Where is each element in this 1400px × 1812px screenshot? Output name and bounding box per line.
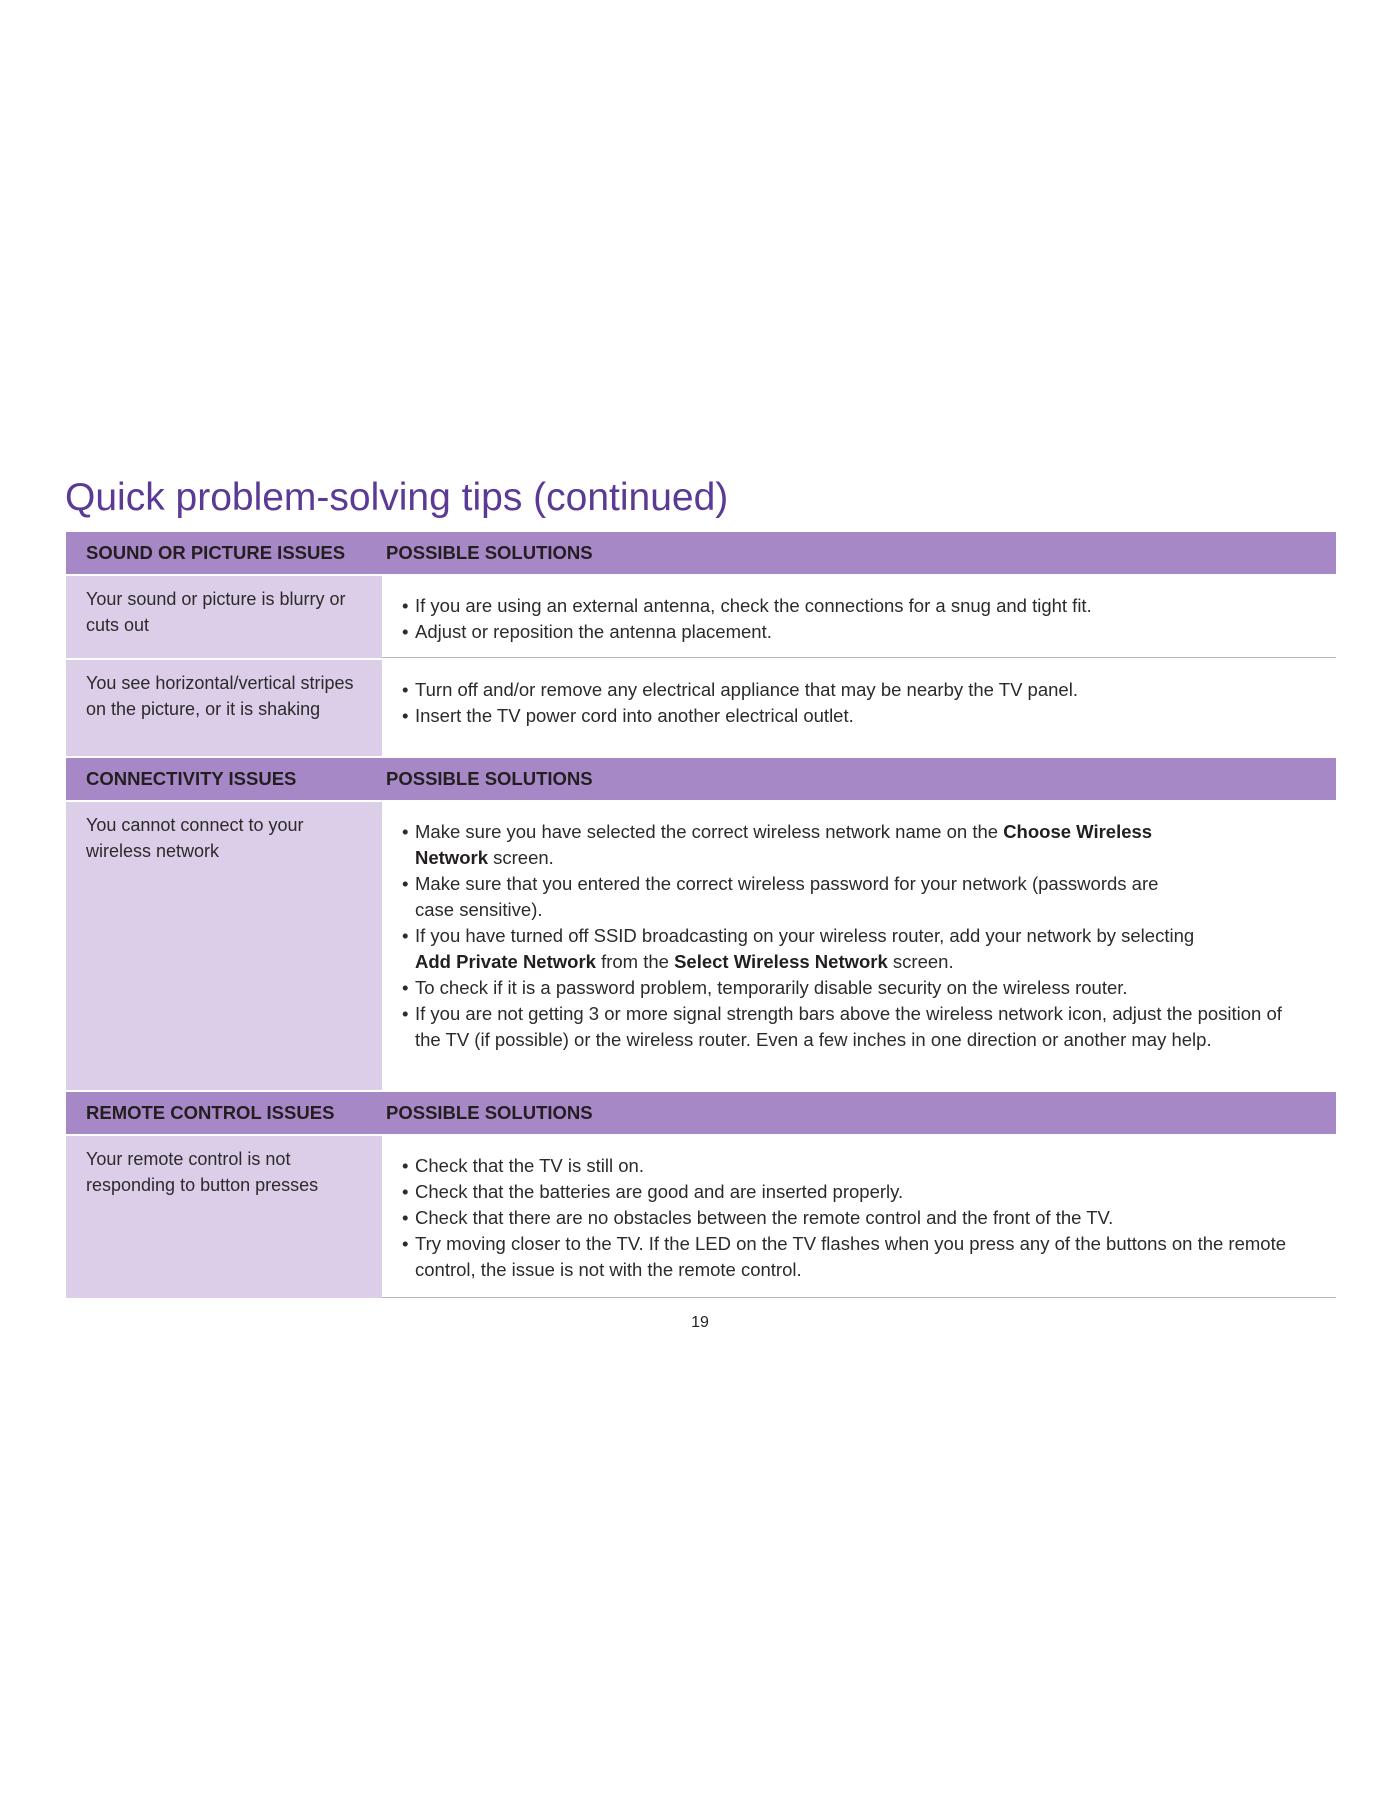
solution-cell	[382, 802, 1336, 1090]
solution-item: • Try moving closer to the TV. If the LED on the TV flashes when you press any of the buttons on the remote control, the issue is not with the remote control.	[402, 1231, 1322, 1283]
solution-item: • If you have turned off SSID broadcasting on your wireless router, add your network by selecting Add Private Network from the Select Wireless Network screen.	[402, 923, 1306, 975]
solution-item: • Make sure you have selected the correct wireless network name on the Choose Wireless Network screen.	[402, 819, 1306, 871]
section-header-remote-control	[66, 1092, 1336, 1134]
solution-item: • Turn off and/or remove any electrical appliance that may be nearby the TV panel.	[402, 677, 1316, 703]
issue-column-header: CONNECTIVITY ISSUES	[86, 768, 297, 789]
solution-item: • Check that there are no obstacles between the remote control and the front of the TV.	[402, 1205, 1322, 1231]
table-row	[66, 660, 1336, 756]
solution-column-header: POSSIBLE SOLUTIONS	[386, 1102, 593, 1123]
table-row	[66, 576, 1336, 658]
solution-item: • Adjust or reposition the antenna placement.	[402, 619, 1316, 645]
solution-cell	[382, 660, 1336, 756]
solution-item: • If you are using an external antenna, check the connections for a snug and tight fit.	[402, 593, 1316, 619]
section-header-sound-picture	[66, 532, 1336, 574]
table-row	[66, 802, 1336, 1090]
issue-cell: You see horizontal/vertical stripes on the picture, or it is shaking	[66, 660, 382, 756]
troubleshooting-table	[66, 532, 1336, 1300]
solution-cell	[382, 576, 1336, 658]
solution-item: • To check if it is a password problem, temporarily disable security on the wireless router.	[402, 975, 1306, 1001]
table-row	[66, 1136, 1336, 1298]
issue-column-header: SOUND OR PICTURE ISSUES	[86, 542, 346, 563]
section-header-connectivity	[66, 758, 1336, 800]
solution-item: • Check that the batteries are good and are inserted properly.	[402, 1179, 1322, 1205]
solution-item: • Insert the TV power cord into another electrical outlet.	[402, 703, 1316, 729]
solution-column-header: POSSIBLE SOLUTIONS	[386, 768, 593, 789]
solution-item: • If you are not getting 3 or more signal strength bars above the wireless network icon, adjust the position of the TV (if possible) or the wireless router. Even a few inches in one direction or another may help.	[402, 1001, 1306, 1053]
solution-item: • Check that the TV is still on.	[402, 1153, 1322, 1179]
issue-cell: Your sound or picture is blurry or cuts out	[66, 576, 382, 658]
solution-cell	[382, 1136, 1336, 1298]
issue-cell: Your remote control is not responding to button presses	[66, 1136, 382, 1298]
issue-column-header: REMOTE CONTROL ISSUES	[86, 1102, 335, 1123]
solution-item: • Make sure that you entered the correct wireless password for your network (passwords are case sensitive).	[402, 871, 1306, 923]
page-number: 19	[691, 1314, 709, 1331]
solution-column-header: POSSIBLE SOLUTIONS	[386, 542, 593, 563]
page-title: Quick problem-solving tips (continued)	[65, 476, 729, 519]
issue-cell: You cannot connect to your wireless network	[66, 802, 382, 1090]
